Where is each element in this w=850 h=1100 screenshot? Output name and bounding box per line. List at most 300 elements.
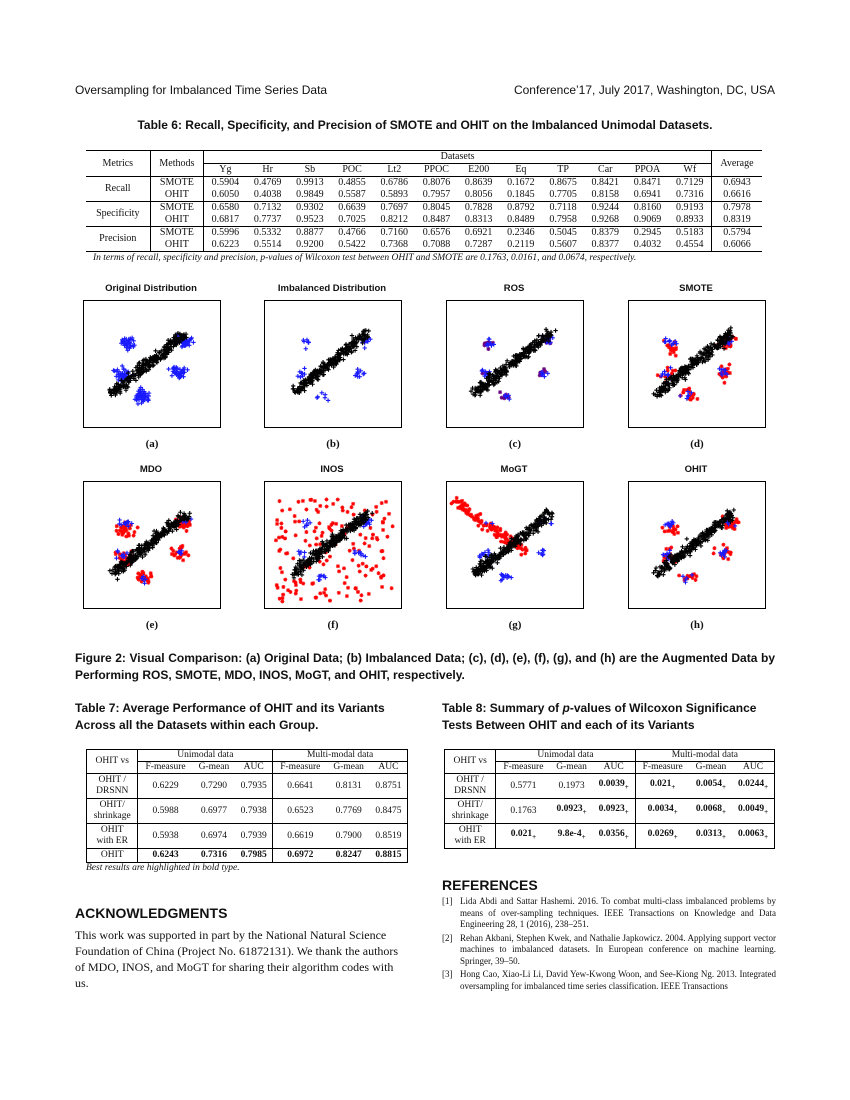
table7-cell-value: 0.8131 xyxy=(335,780,362,791)
synthetic-point xyxy=(336,564,340,568)
synthetic-point xyxy=(313,529,317,533)
synthetic-point xyxy=(492,526,496,530)
table7-row-label-line2: with ER xyxy=(96,836,128,846)
synthetic-point xyxy=(280,599,284,603)
synthetic-point xyxy=(674,354,678,358)
synthetic-point xyxy=(124,534,128,538)
scatter-point xyxy=(654,566,658,570)
t6-cell: 0.7160 xyxy=(373,227,415,240)
table7-cell-value: 0.7316 xyxy=(200,850,227,860)
table8-cell xyxy=(550,799,592,824)
references-list xyxy=(442,896,776,994)
synthetic-point xyxy=(676,531,680,535)
synthetic-point xyxy=(318,591,322,595)
t6-cell: 0.4766 xyxy=(331,227,373,240)
t6-cell: 0.4855 xyxy=(331,177,373,190)
synthetic-point xyxy=(672,532,676,536)
synthetic-point xyxy=(186,524,190,528)
synthetic-point xyxy=(304,530,308,534)
table8-row-label xyxy=(445,824,496,849)
synthetic-point xyxy=(479,520,483,524)
synthetic-point xyxy=(279,526,283,530)
t6-cell: 0.7025 xyxy=(338,214,366,225)
synthetic-point xyxy=(186,553,190,557)
scatter-point xyxy=(549,521,553,525)
table7-cell-value: 0.7985 xyxy=(240,850,267,860)
t6-cell: 0.7705 xyxy=(549,189,577,200)
synthetic-point xyxy=(348,549,352,553)
t6-cell: 0.6223 xyxy=(204,239,247,252)
synthetic-point xyxy=(379,576,383,580)
synthetic-point xyxy=(475,517,479,521)
synthetic-point xyxy=(278,499,282,503)
table8-cell xyxy=(593,824,635,849)
t6-cell: 0.5422 xyxy=(331,239,373,252)
table8-cell xyxy=(496,774,551,799)
synthetic-point xyxy=(370,536,374,540)
table7-head-first: OHIT vs xyxy=(87,750,138,774)
t6-cell: 0.9193 xyxy=(669,202,712,215)
scatter-point xyxy=(367,329,371,333)
table8-cell xyxy=(496,824,551,849)
table7-row-label xyxy=(87,824,138,849)
synthetic-point xyxy=(486,347,490,351)
synthetic-point xyxy=(315,508,319,512)
t6-cell: 0.7828 xyxy=(458,202,500,215)
scatter-point xyxy=(486,548,490,552)
synthetic-point xyxy=(308,543,312,547)
t6-dataset-ppoc: PPOC xyxy=(423,164,449,175)
reference-text: Rehan Akbani, Stephen Kwek, and Nathalie Japkowicz. 2004. Applying support vector machines to imbalanced datasets. In European conference on machine learning. Springer, 39–50. xyxy=(460,932,776,966)
synthetic-point xyxy=(284,552,288,556)
scatter-point xyxy=(301,519,305,523)
t6-cell: 0.6817 xyxy=(211,214,240,225)
synthetic-point xyxy=(361,562,365,566)
synthetic-point xyxy=(663,529,667,533)
synthetic-point xyxy=(375,510,379,514)
synthetic-point xyxy=(314,543,318,547)
synthetic-point xyxy=(351,542,355,546)
synthetic-point xyxy=(368,526,372,530)
synthetic-point xyxy=(328,555,332,559)
t6-average-cell: 0.8319 xyxy=(711,214,762,227)
synthetic-point xyxy=(341,509,345,513)
table7-row-label-line1: OHIT/ xyxy=(99,800,125,810)
scatter-point xyxy=(117,518,121,522)
t6-dataset-car: Car xyxy=(598,164,613,175)
table7-cell-value: 0.6229 xyxy=(152,780,179,791)
t6-dataset-lt2: Lt2 xyxy=(387,164,402,175)
table8-head-group2: Multi-modal data xyxy=(635,750,774,762)
table7-subcol: F-measure xyxy=(145,762,186,772)
t6-cell: 0.5607 xyxy=(542,239,584,252)
synthetic-point xyxy=(291,556,295,560)
synthetic-point xyxy=(495,535,499,539)
table7-row-label-line1: OHIT xyxy=(100,850,124,860)
synthetic-point xyxy=(185,529,189,533)
table7-cell xyxy=(370,849,408,863)
synthetic-point xyxy=(374,505,378,509)
scatter-plot xyxy=(629,301,765,427)
table8-cell-value: 0.0356 xyxy=(598,829,625,840)
t6-cell: 0.5332 xyxy=(247,227,289,240)
synthetic-point xyxy=(350,558,354,562)
table7-cell xyxy=(370,824,408,849)
t6-cell: 0.8045 xyxy=(415,202,457,215)
t6-cell: 0.8877 xyxy=(289,227,331,240)
synthetic-point xyxy=(357,564,361,568)
synthetic-point xyxy=(178,556,182,560)
table8-cell-sub: + xyxy=(624,807,629,816)
synthetic-point xyxy=(364,574,368,578)
t6-cell: 0.5183 xyxy=(669,227,712,240)
t6-head-datasets: Datasets xyxy=(204,151,712,164)
panel-label-3: (c) xyxy=(508,438,522,450)
table7-cell-value: 0.7939 xyxy=(240,830,267,841)
synthetic-point xyxy=(691,396,695,400)
table7-subcol: G-mean xyxy=(333,762,364,772)
synthetic-point xyxy=(343,581,347,585)
reference-text: Lida Abdi and Sattar Hashemi. 2016. To combat multi-class imbalanced problems by means of over-sampling techniques. IEEE Transactions on Knowledge and Data Engineering 28, 1 (2016), 238–251. xyxy=(460,896,776,929)
table8-cell-sub: + xyxy=(581,832,586,841)
table8-cell-value: 0.0244 xyxy=(737,779,765,790)
table7-cell xyxy=(193,774,235,799)
table8-head-first: OHIT vs xyxy=(445,750,496,774)
t6-cell: 0.7697 xyxy=(373,202,415,215)
table8-row-label-line1: OHIT xyxy=(458,825,482,835)
synthetic-point xyxy=(380,585,384,589)
synthetic-point xyxy=(337,591,341,595)
table8-row-label-line2: DRSNN xyxy=(454,786,487,796)
table7-cell xyxy=(193,799,235,824)
table8-cell xyxy=(635,799,690,824)
table8-cell-sub: + xyxy=(764,782,769,791)
table8-cell-value: 0.0923 xyxy=(598,804,625,815)
synthetic-point xyxy=(382,556,386,560)
synthetic-point xyxy=(358,533,362,537)
synthetic-point xyxy=(337,569,341,573)
table8-cell xyxy=(593,799,635,824)
table7-cell-value: 0.6243 xyxy=(152,850,179,860)
table8-cell-sub: + xyxy=(582,807,587,816)
synthetic-point xyxy=(391,524,395,528)
t6-cell: 0.4038 xyxy=(253,189,282,200)
synthetic-point xyxy=(677,573,681,577)
synthetic-point xyxy=(324,594,328,598)
panel-label-8: (h) xyxy=(690,619,704,631)
synthetic-point xyxy=(672,527,676,531)
t6-cell: 0.9244 xyxy=(584,202,626,215)
t6-cell: 0.1672 xyxy=(500,177,542,190)
table8-row-label xyxy=(445,799,496,824)
panel-label-2: (b) xyxy=(326,438,340,450)
table8-cell-sub: + xyxy=(764,832,769,841)
synthetic-point xyxy=(115,529,119,533)
synthetic-point xyxy=(722,381,726,385)
synthetic-point xyxy=(476,524,480,528)
synthetic-point xyxy=(325,559,329,563)
table7-cell-value: 0.6619 xyxy=(287,830,314,841)
synthetic-point xyxy=(120,533,124,537)
synthetic-point xyxy=(459,500,463,504)
synthetic-point xyxy=(280,509,284,513)
scatter-point xyxy=(298,375,302,379)
synthetic-point xyxy=(519,546,523,550)
synthetic-point xyxy=(676,524,680,528)
panel-title-5: MDO xyxy=(139,464,163,475)
t6-dataset-eq: Eq xyxy=(515,164,527,175)
table8-cell-value: 0.0054 xyxy=(695,779,722,790)
table7 xyxy=(86,749,408,863)
synthetic-point xyxy=(181,558,185,562)
table8-cell xyxy=(496,799,551,824)
table8-cell-value: 0.1763 xyxy=(510,805,537,816)
t6-cell: 0.5996 xyxy=(204,227,247,240)
table8-cell xyxy=(690,824,732,849)
t6-cell: 0.5904 xyxy=(204,177,247,190)
table8-cell-sub: + xyxy=(671,782,676,791)
synthetic-point xyxy=(358,569,362,573)
table6-caption: Table 6: Recall, Specificity, and Precision of SMOTE and OHIT on the Imbalanced Unimodal Datasets. xyxy=(137,118,713,132)
table7-cell-value: 0.7290 xyxy=(200,780,227,791)
table7-cell-value: 0.7935 xyxy=(240,780,267,791)
table7-cell xyxy=(273,849,328,863)
table7-cell-value: 0.8751 xyxy=(375,780,402,791)
t6-cell: 0.9913 xyxy=(289,177,331,190)
scatter-point xyxy=(361,372,365,376)
synthetic-point xyxy=(324,497,328,501)
synthetic-point xyxy=(452,500,456,504)
synthetic-point xyxy=(180,544,184,548)
synthetic-point xyxy=(352,513,356,517)
table8-cell-sub: + xyxy=(721,782,726,791)
table8-cell-value: 0.0313 xyxy=(695,829,722,840)
table7-cell xyxy=(138,824,193,849)
t6-average-cell: 0.6066 xyxy=(711,239,762,252)
t6-cell: 0.6921 xyxy=(458,227,500,240)
synthetic-point xyxy=(463,503,467,507)
table7-cell-value: 0.8247 xyxy=(335,850,362,860)
synthetic-point xyxy=(371,567,375,571)
scatter-point xyxy=(729,326,733,330)
scatter-panel-6 xyxy=(264,481,402,609)
synthetic-point xyxy=(464,508,468,512)
t6-cell: 0.8421 xyxy=(584,177,626,190)
scatter-point xyxy=(685,537,689,541)
scatter-panel-7 xyxy=(446,481,584,609)
table8-row-label-line2: with ER xyxy=(454,836,486,846)
t6-dataset-sb: Sb xyxy=(304,164,316,175)
synthetic-point xyxy=(281,585,285,589)
synthetic-point xyxy=(293,514,297,518)
panel-title-7: MoGT xyxy=(500,464,528,475)
table7-cell-value: 0.8815 xyxy=(375,850,402,860)
table7-cell xyxy=(138,774,193,799)
synthetic-point xyxy=(323,587,327,591)
table6-note: In terms of recall, specificity and precision, p-values of Wilcoxon test between OHIT and SMOTE are 0.1763, 0.0161, and 0.0674, respectively. xyxy=(93,253,637,263)
synthetic-point xyxy=(385,535,389,539)
reference-item xyxy=(442,933,776,968)
table8-cell-sub: + xyxy=(673,832,678,841)
panel-title-2: Imbalanced Distribution xyxy=(277,283,387,294)
synthetic-point xyxy=(334,522,338,526)
synthetic-point xyxy=(363,541,367,545)
synthetic-point xyxy=(367,544,371,548)
synthetic-point xyxy=(299,597,303,601)
scatter-point xyxy=(668,339,672,343)
t6-cell: 0.8792 xyxy=(500,202,542,215)
t6-cell: 0.4769 xyxy=(247,177,289,190)
t6-cell: 0.6941 xyxy=(633,189,662,200)
synthetic-point xyxy=(279,521,283,525)
synthetic-point xyxy=(712,551,716,555)
synthetic-point xyxy=(322,591,326,595)
table7-cell-value: 0.7769 xyxy=(335,805,362,816)
table8-cell-sub: + xyxy=(624,832,629,841)
scatter-point xyxy=(304,347,308,351)
t6-dataset-ppoa: PPOA xyxy=(634,164,661,175)
table8-cell-sub: + xyxy=(764,807,769,816)
table8-subcol: G-mean xyxy=(695,762,727,772)
synthetic-point xyxy=(320,534,324,538)
t6-cell: 0.6580 xyxy=(204,202,247,215)
synthetic-point xyxy=(294,583,298,587)
t6-dataset-wf: Wf xyxy=(683,164,697,175)
t6-dataset-tp: TP xyxy=(557,164,569,175)
table7-cell xyxy=(235,849,273,863)
table8-cell xyxy=(635,824,690,849)
synthetic-point xyxy=(381,528,385,532)
table7-subcol: F-measure xyxy=(280,762,321,772)
synthetic-point xyxy=(377,571,381,575)
scatter-panel-2 xyxy=(264,300,402,428)
scatter-panel-1 xyxy=(83,300,221,428)
t6-method: SMOTE xyxy=(150,202,204,215)
synthetic-point xyxy=(505,533,509,537)
table8-row-label-line1: OHIT / xyxy=(456,775,484,785)
t6-cell: 0.6639 xyxy=(331,202,373,215)
t6-dataset-hr: Hr xyxy=(262,164,273,175)
synthetic-point xyxy=(359,593,363,597)
scatter-panel-5 xyxy=(83,481,221,609)
synthetic-point xyxy=(694,578,698,582)
t6-cell: 0.9302 xyxy=(289,202,331,215)
t6-cell: 0.7368 xyxy=(373,239,415,252)
table7-cell-value: 0.6523 xyxy=(287,805,314,816)
t6-cell: 0.7088 xyxy=(415,239,457,252)
table7-cell xyxy=(273,799,328,824)
scatter-plot xyxy=(265,482,401,608)
synthetic-point xyxy=(345,575,349,579)
t6-average-cell: 0.6943 xyxy=(711,177,762,190)
synthetic-point xyxy=(519,553,523,557)
t6-cell: 0.8639 xyxy=(458,177,500,190)
table7-cell xyxy=(370,799,408,824)
table8-cell-value: 0.1973 xyxy=(558,780,585,791)
table8-cell-value: 0.5771 xyxy=(510,780,537,791)
scatter-point xyxy=(115,577,119,581)
synthetic-point xyxy=(321,562,325,566)
scatter-point xyxy=(732,508,736,512)
table7-subcol: G-mean xyxy=(198,762,230,772)
table8-cell-sub: + xyxy=(721,807,726,816)
scatter-point xyxy=(326,398,330,402)
panel-title-4: SMOTE xyxy=(679,283,713,294)
table7-subcol: AUC xyxy=(235,762,273,774)
synthetic-point xyxy=(671,369,675,373)
synthetic-point xyxy=(288,507,292,511)
t6-metric-precision: Precision xyxy=(86,227,150,252)
table7-head-group1: Unimodal data xyxy=(138,750,273,762)
scatter-point xyxy=(191,340,195,344)
table8-cell xyxy=(550,824,592,849)
synthetic-point xyxy=(375,537,379,541)
synthetic-point xyxy=(304,507,308,511)
synthetic-point xyxy=(356,590,360,594)
scatter-point xyxy=(188,511,192,515)
synthetic-point xyxy=(509,534,513,538)
scatter-point xyxy=(166,367,170,371)
table8-cell-value: 0.021 xyxy=(650,779,672,790)
table8-cell xyxy=(550,774,592,799)
synthetic-point xyxy=(275,522,279,526)
table8-cell-value: 0.0034 xyxy=(647,804,674,815)
synthetic-point xyxy=(695,397,699,401)
running-header-right: Conference’17, July 2017, Washington, DC, USA xyxy=(513,83,775,97)
t6-cell: 0.8487 xyxy=(422,214,451,225)
synthetic-point xyxy=(318,504,322,508)
table7-cell xyxy=(235,824,273,849)
table7-cell xyxy=(193,824,235,849)
table8-cell-value: 0.0068 xyxy=(695,804,722,815)
panel-title-3: ROS xyxy=(503,283,525,294)
reference-number: [2] xyxy=(442,932,453,943)
t6-dataset-poc: POC xyxy=(342,164,362,175)
scatter-point xyxy=(302,366,306,370)
reference-item xyxy=(442,896,776,931)
t6-cell: 0.8212 xyxy=(380,214,408,225)
synthetic-point xyxy=(317,521,321,525)
synthetic-point xyxy=(298,578,302,582)
synthetic-point xyxy=(660,526,664,530)
synthetic-point xyxy=(374,564,378,568)
panel-label-7: (g) xyxy=(508,619,522,631)
table8-row-label xyxy=(445,774,496,799)
scatter-point xyxy=(536,334,540,338)
synthetic-point xyxy=(331,502,335,506)
scatter-point xyxy=(296,374,300,378)
synthetic-point xyxy=(712,546,716,550)
table8-cell xyxy=(732,774,774,799)
t6-head-average: Average xyxy=(711,151,762,177)
panel-label-6: (f) xyxy=(327,619,339,631)
t6-method: OHIT xyxy=(150,189,204,202)
panel-title-1: Original Distribution xyxy=(105,283,197,294)
t6-cell: 0.8377 xyxy=(584,239,626,252)
t6-cell: 0.5045 xyxy=(542,227,584,240)
table8-caption: Table 8: Summary of p-values of Wilcoxon Significance Tests Between OHIT and each of its Variants xyxy=(442,701,757,732)
scatter-point xyxy=(362,371,366,375)
table7-row-label-line1: OHIT xyxy=(100,825,124,835)
table8-subcol: G-mean xyxy=(556,762,587,772)
synthetic-point xyxy=(455,496,459,500)
synthetic-point xyxy=(482,524,486,528)
synthetic-point xyxy=(390,586,394,590)
t6-cell: 0.8471 xyxy=(626,177,668,190)
t6-cell: 0.6576 xyxy=(415,227,457,240)
synthetic-point xyxy=(340,505,344,509)
table8-cell-sub: + xyxy=(532,832,537,841)
